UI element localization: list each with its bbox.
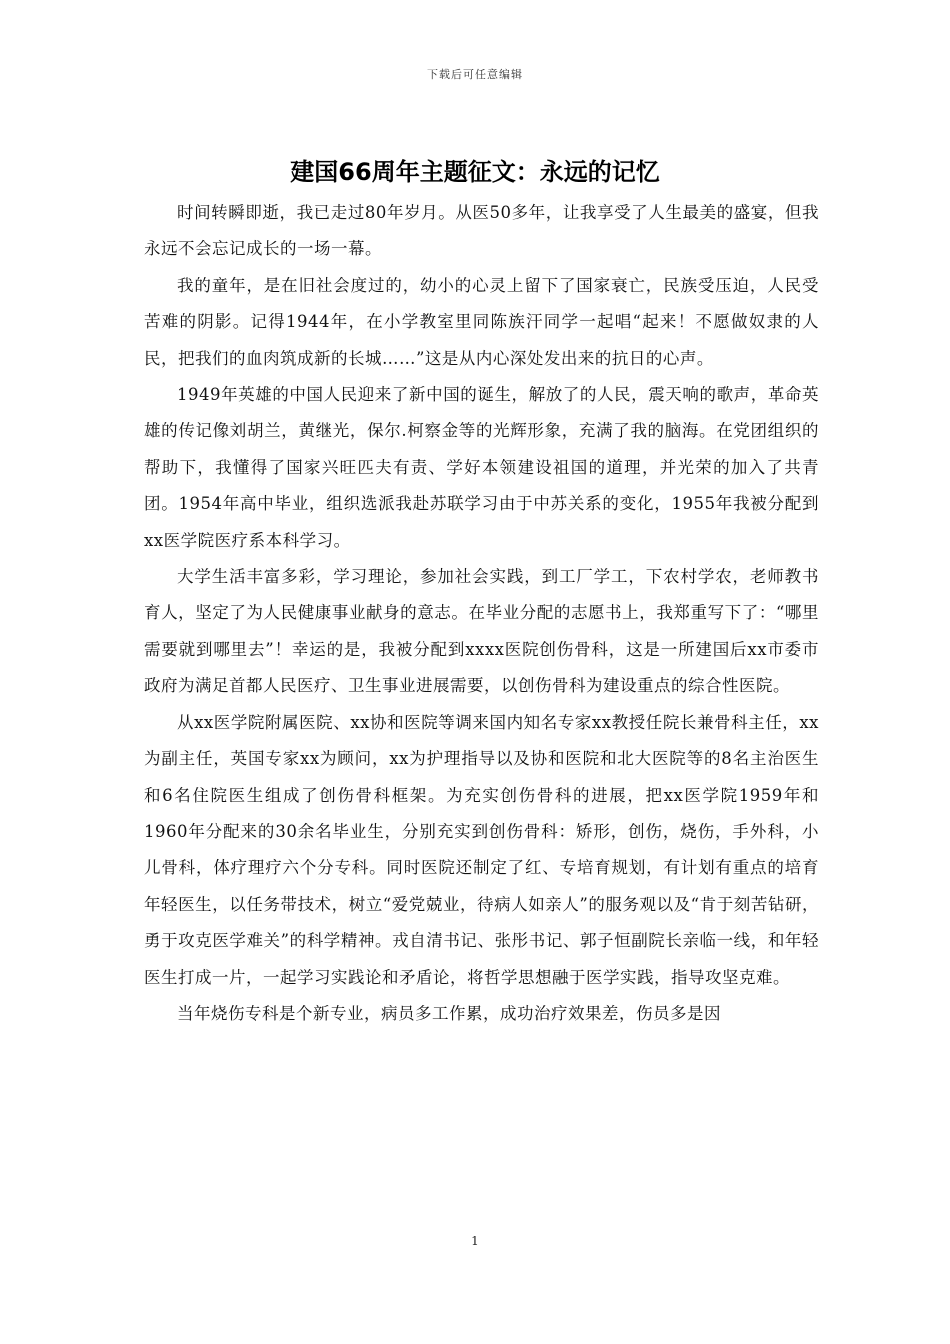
paragraph: 我的童年，是在旧社会度过的，幼小的心灵上留下了国家衰亡，民族受压迫，人民受苦难的阴影。记得1944年，在小学教室里同陈族汗同学一起唱“起来！不愿做奴隶的人民，把我们的血肉筑成新的长城……”这是从内心深处发出来的抗日的心声。 (144, 275, 819, 368)
header-note: 下载后可任意编辑 (427, 68, 523, 81)
paragraph: 从xx医学院附属医院、xx协和医院等调来国内知名专家xx教授任院长兼骨科主任，xx为副主任，英国专家xx为顾问，xx为护理指导以及协和医院和北大医院等的8名主治医生和6名住院医生组成了创伤骨科框架。为充实创伤骨科的进展，把xx医学院1959年和1960年分配来的30余名毕业生，分别充实到创伤骨科：矫形，创伤，烧伤，手外科，小儿骨科，体疗理疗六个分专科。同时医院还制定了红、专培育规划，有计划有重点的培育年轻医生，以任务带技术，树立“爱党兢业，待病人如亲人”的服务观以及“肯于刻苦钻研，勇于攻克医学难关”的科学精神。戎自清书记、张彤书记、郭子恒副院长亲临一线，和年轻医生打成一片，一起学习实践论和矛盾论，将哲学思想融于医学实践，指导攻坚克难。 (144, 712, 819, 987)
paragraph: 大学生活丰富多彩，学习理论，参加社会实践，到工厂学工，下农村学农，老师教书育人，坚定了为人民健康事业献身的意志。在毕业分配的志愿书上，我郑重写下了：“哪里需要就到哪里去”！幸运的是，我被分配到xxxx医院创伤骨科，这是一所建国后xx市委市政府为满足首都人民医疗、卫生事业进展需要，以创伤骨科为建设重点的综合性医院。 (144, 567, 819, 696)
document-title: 建国66周年主题征文：永远的记忆 (290, 158, 660, 186)
page-number: 1 (471, 1234, 479, 1248)
paragraph: 1949年英雄的中国人民迎来了新中国的诞生，解放了的人民，震天响的歌声，革命英雄的传记像刘胡兰，黄继光，保尔.柯察金等的光辉形象，充满了我的脑海。在党团组织的帮助下，我懂得了国家兴旺匹夫有责、学好本领建设祖国的道理，并光荣的加入了共青团。1954年高中毕业，组织选派我赴苏联学习由于中苏关系的变化，1955年我被分配到xx医学院医疗系本科学习。 (144, 385, 819, 550)
paragraph: 当年烧伤专科是个新专业，病员多工作累，成功治疗效果差，伤员多是因 (177, 1003, 721, 1023)
document-body (144, 195, 819, 1032)
paragraph: 时间转瞬即逝，我已走过80年岁月。从医50多年，让我享受了人生最美的盛宴，但我永远不会忘记成长的一场一幕。 (144, 203, 819, 259)
